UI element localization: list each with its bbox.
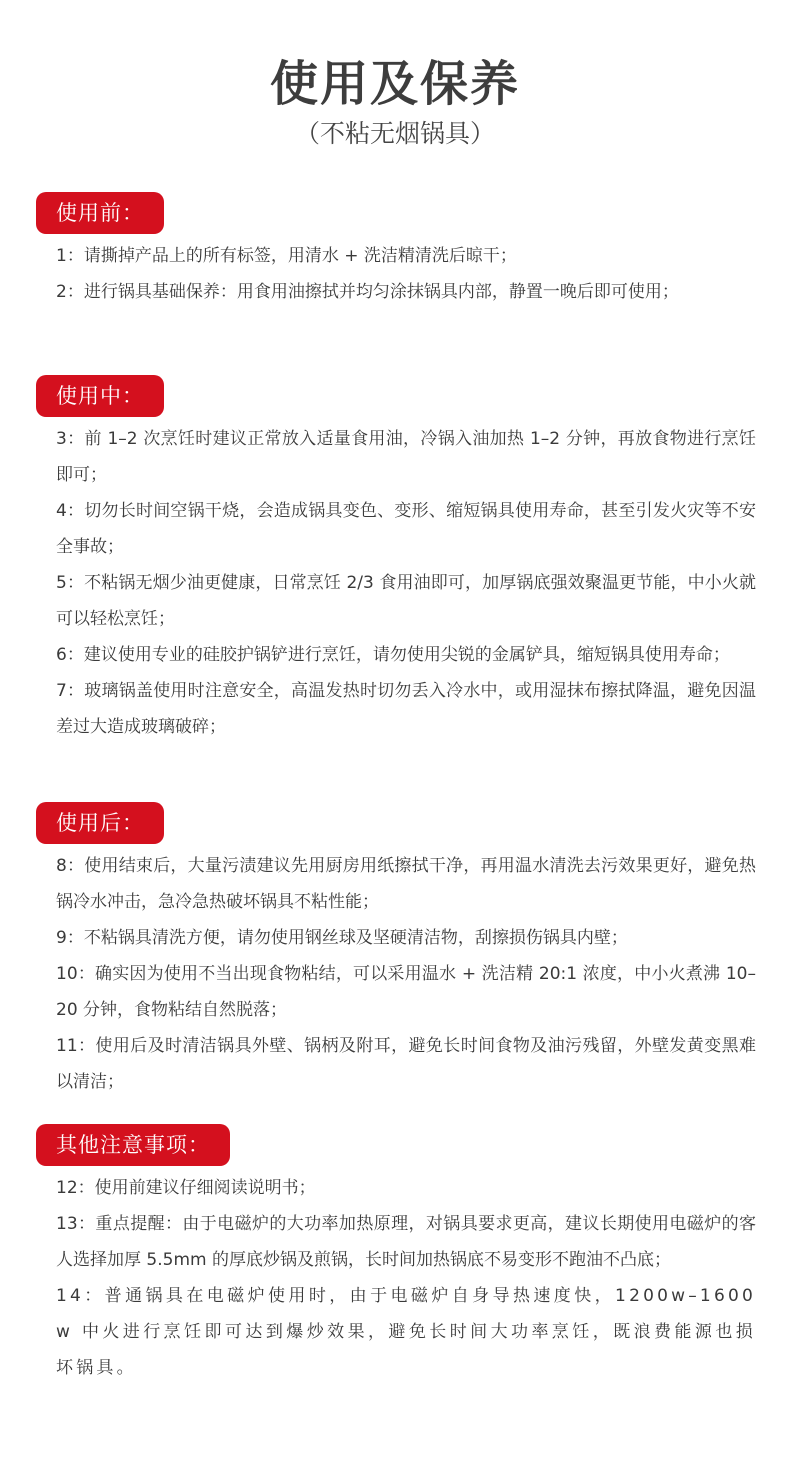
item-list — [36, 238, 756, 310]
section-before-use — [36, 192, 756, 310]
list-item: 13：重点提醒：由于电磁炉的大功率加热原理，对锅具要求更高，建议长期使用电磁炉的客人选择加厚 5.5mm 的厚底炒锅及煎锅，长时间加热锅底不易变形不跑油不凸底； — [56, 1214, 756, 1270]
section-heading-after-use: 使用后： — [36, 802, 164, 844]
list-item: 12：使用前建议仔细阅读说明书； — [56, 1178, 316, 1198]
list-item: 9：不粘锅具清洗方便，请勿使用钢丝球及坚硬清洁物，刮擦损伤锅具内壁； — [56, 928, 628, 948]
page-subtitle: （不粘无烟锅具） — [294, 119, 495, 148]
list-item: 2：进行锅具基础保养：用食用油擦拭并均匀涂抹锅具内部，静置一晚后即可使用； — [56, 282, 679, 302]
list-item: 5：不粘锅无烟少油更健康，日常烹饪 2/3 食用油即可，加厚锅底强效聚温更节能，中小火就可以轻松烹饪； — [56, 573, 756, 629]
list-item: 1：请撕掉产品上的所有标签，用清水 + 洗洁精清洗后晾干； — [56, 246, 517, 266]
section-heading-other-notes: 其他注意事项： — [36, 1124, 230, 1166]
section-heading-during-use: 使用中： — [36, 375, 164, 417]
list-item: 3：前 1–2 次烹饪时建议正常放入适量食用油，冷锅入油加热 1–2 分钟，再放食物进行烹饪即可； — [56, 429, 756, 485]
list-item: 11：使用后及时清洁锅具外壁、锅柄及附耳，避免长时间食物及油污残留，外壁发黄变黑难以清洁； — [56, 1036, 756, 1092]
item-list — [36, 1170, 756, 1386]
section-other-notes — [36, 1124, 756, 1386]
list-item: 14：普通锅具在电磁炉使用时，由于电磁炉自身导热速度快，1200w–1600w 中火进行烹饪即可达到爆炒效果，避免长时间大功率烹饪，既浪费能源也损坏锅具。 — [56, 1286, 756, 1378]
list-item: 8：使用结束后，大量污渍建议先用厨房用纸擦拭干净，再用温水清洗去污效果更好，避免热锅冷水冲击，急冷急热破坏锅具不粘性能； — [56, 856, 756, 912]
section-after-use — [36, 802, 756, 1100]
item-list — [36, 848, 756, 1100]
list-item: 10：确实因为使用不当出现食物粘结，可以采用温水 + 洗洁精 20:1 浓度，中小火煮沸 10–20 分钟，食物粘结自然脱落； — [56, 964, 756, 1020]
section-during-use — [36, 375, 756, 745]
section-heading-before-use: 使用前： — [36, 192, 164, 234]
page-title: 使用及保养 — [269, 56, 520, 112]
list-item: 4：切勿长时间空锅干烧，会造成锅具变色、变形、缩短锅具使用寿命，甚至引发火灾等不安全事故； — [56, 501, 756, 557]
list-item: 6：建议使用专业的硅胶护锅铲进行烹饪，请勿使用尖锐的金属铲具，缩短锅具使用寿命； — [56, 645, 730, 665]
item-list — [36, 421, 756, 745]
list-item: 7：玻璃锅盖使用时注意安全，高温发热时切勿丢入冷水中，或用湿抹布擦拭降温，避免因温差过大造成玻璃破碎； — [56, 681, 756, 737]
